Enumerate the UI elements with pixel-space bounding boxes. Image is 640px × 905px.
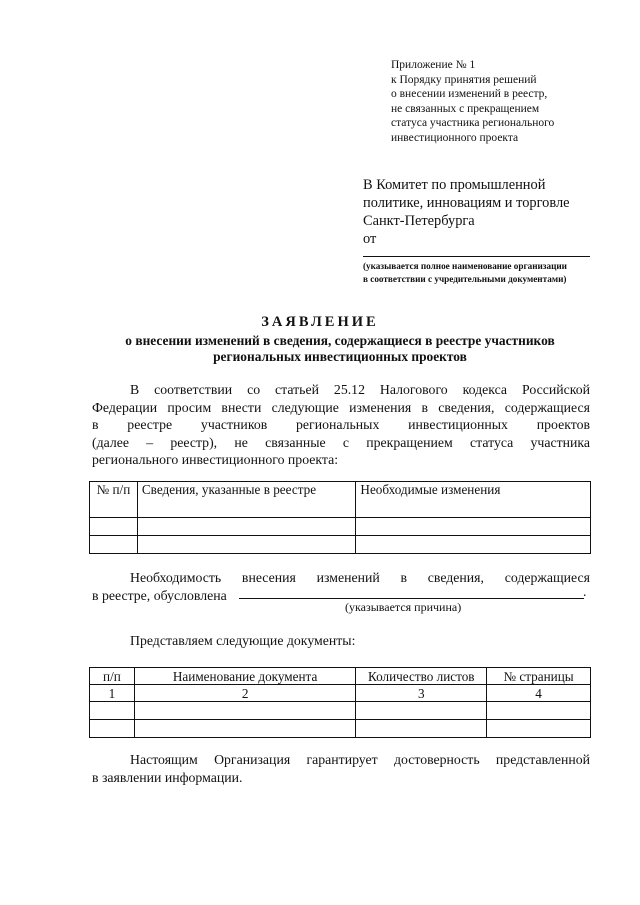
column-number: 2	[134, 685, 356, 702]
period-mark: .	[583, 584, 587, 599]
table-cell[interactable]	[487, 702, 591, 720]
column-header-document-name: Наименование документа	[134, 668, 356, 685]
addressee-line: политике, инновациям и торговле	[363, 195, 570, 211]
table-row	[90, 702, 591, 720]
column-header-page-number: № страницы	[487, 668, 591, 685]
table-cell[interactable]	[90, 702, 135, 720]
intro-line: регионального инвестиционного проекта:	[92, 452, 339, 467]
column-header-changes: Необходимые изменения	[356, 482, 591, 518]
table-numbering-row	[90, 685, 591, 702]
table-cell[interactable]	[134, 720, 356, 738]
table-row	[90, 720, 591, 738]
documents-intro-line: Представляем следующие документы:	[130, 633, 356, 648]
guarantee-paragraph	[92, 751, 590, 786]
guarantee-line: в заявлении информации.	[92, 769, 243, 785]
intro-line: в реестре участников региональных инвестиционных проектов	[92, 417, 590, 432]
reason-hint: (указывается причина)	[345, 600, 462, 614]
table-cell[interactable]	[90, 536, 138, 554]
column-header-number: п/п	[90, 668, 135, 685]
subtitle-line: региональных инвестиционных проектов	[213, 349, 467, 364]
organization-name-hint	[363, 260, 603, 286]
document-title: ЗАЯВЛЕНИЕ	[261, 314, 379, 330]
table-cell[interactable]	[356, 702, 487, 720]
intro-line: Федерации просим внести следующие изменения в сведения, содержащиеся	[92, 399, 590, 415]
table-header-row	[90, 482, 591, 518]
reason-input-line[interactable]	[239, 598, 584, 599]
table-cell[interactable]	[134, 702, 356, 720]
table-cell[interactable]	[90, 720, 135, 738]
subtitle-line: о внесении изменений в сведения, содержащиеся в реестре участников	[125, 333, 555, 348]
appendix-line: к Порядку принятия решений	[391, 73, 537, 86]
table-header-row	[90, 668, 591, 685]
column-header-sheet-count: Количество листов	[356, 668, 487, 685]
addressee-line: В Комитет по промышленной	[363, 177, 546, 193]
intro-paragraph	[92, 381, 590, 469]
document-subtitle	[90, 333, 590, 365]
column-header-registry-info: Сведения, указанные в реестре	[137, 482, 356, 518]
table-cell[interactable]	[356, 536, 591, 554]
appendix-line: статуса участника регионального	[391, 117, 555, 130]
appendix-line: о внесении изменений в реестр,	[391, 88, 548, 101]
appendix-note	[391, 58, 621, 146]
table-row	[90, 536, 591, 554]
hint-line: в соответствии с учредительными документами)	[363, 274, 567, 284]
documents-intro	[92, 632, 590, 650]
table-cell[interactable]	[356, 720, 487, 738]
appendix-line: Приложение № 1	[391, 59, 476, 71]
documents-table	[89, 667, 591, 738]
table-cell[interactable]	[137, 536, 356, 554]
necessity-line: Необходимость внесения изменений в сведения, содержащиеся	[130, 570, 590, 585]
intro-line: В соответствии со статьей 25.12 Налогового кодекса Российской	[130, 382, 590, 397]
intro-line: (далее – реестр), не связанные с прекращением статуса участника	[92, 434, 590, 450]
changes-table	[89, 481, 591, 554]
addressee-line: Санкт-Петербурга	[363, 213, 475, 229]
appendix-line: инвестиционного проекта	[391, 131, 519, 144]
addressee-block	[363, 176, 623, 248]
column-header-number: № п/п	[90, 482, 138, 518]
table-cell[interactable]	[90, 518, 138, 536]
column-number: 1	[90, 685, 135, 702]
table-cell[interactable]	[137, 518, 356, 536]
guarantee-line: Настоящим Организация гарантирует достоверность представленной	[130, 752, 590, 767]
organization-name-line	[363, 256, 590, 257]
addressee-line: от	[363, 231, 377, 247]
column-number: 3	[356, 685, 487, 702]
column-number: 4	[487, 685, 591, 702]
table-cell[interactable]	[356, 518, 591, 536]
appendix-line: не связанных с прекращением	[391, 102, 540, 115]
necessity-line: в реестре, обусловлена	[92, 587, 227, 603]
table-row	[90, 518, 591, 536]
hint-line: (указывается полное наименование организации	[363, 261, 567, 271]
table-cell[interactable]	[487, 720, 591, 738]
